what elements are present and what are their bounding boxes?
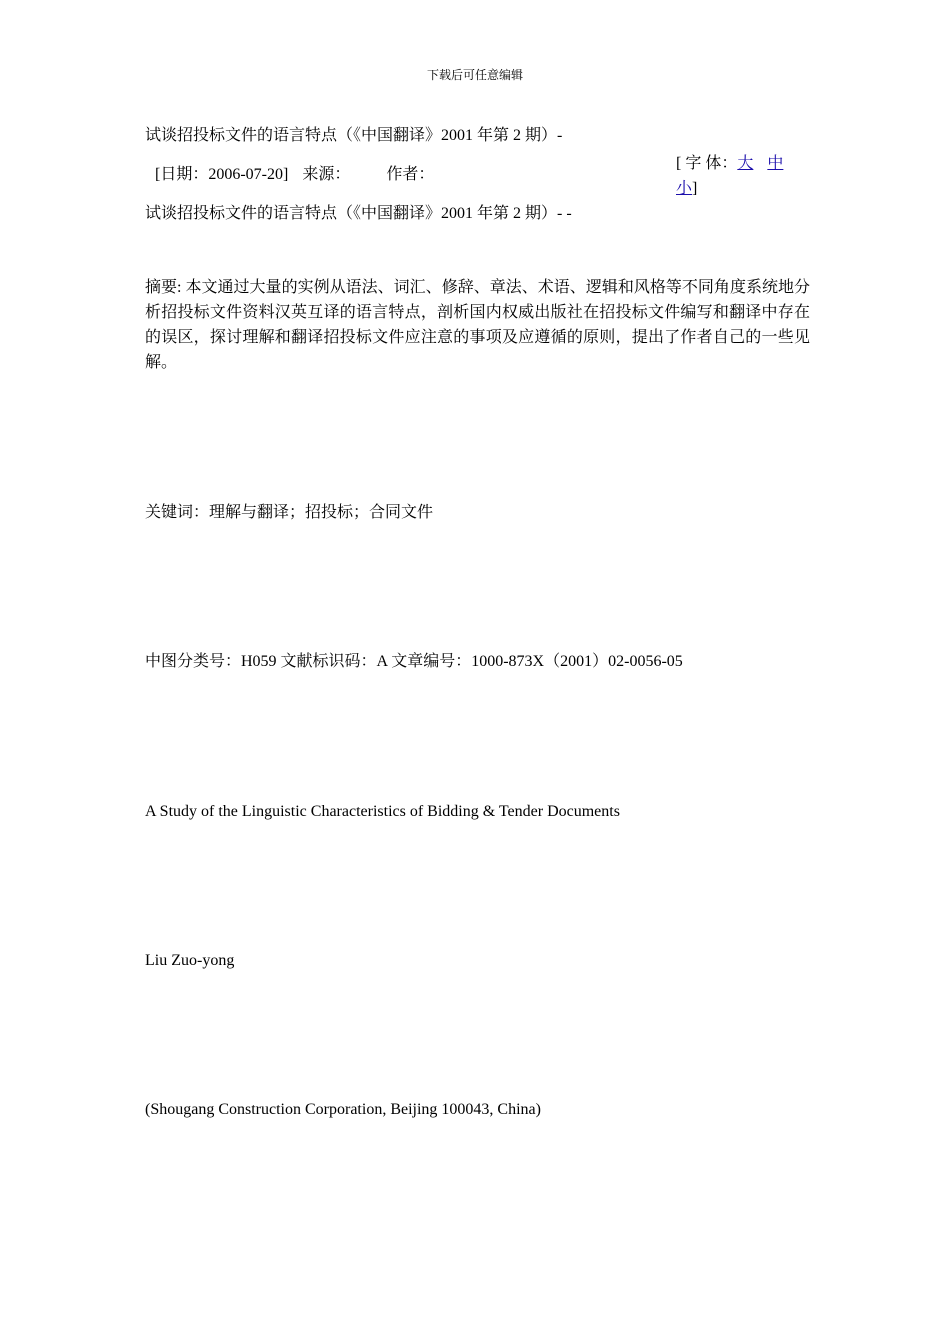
source-label: 来源： xyxy=(302,166,351,183)
keywords: 关键词：理解与翻译；招投标；合同文件 xyxy=(145,504,434,521)
font-size-medium-link[interactable]: 中 xyxy=(767,155,784,172)
english-title: A Study of the Linguistic Characteristics of Bidding & Tender Documents xyxy=(145,803,620,820)
abstract-paragraph: 摘要: 本文通过大量的实例从语法、词汇、修辞、章法、术语、逻辑和风格等不同角度系统地分析招投标文件资料汉英互译的语言特点，剖析国内权威出版社在招投标文件编写和翻译中存在的误区，探讨理解和翻译招投标文件应注意的事项及应遵循的原则，提出了作者自己的一些见解。 xyxy=(145,279,810,371)
date-label: [日期：2006-07-20] xyxy=(155,166,289,183)
font-size-control xyxy=(676,151,806,201)
font-size-prefix: [ 字 体： xyxy=(676,155,738,172)
english-author: Liu Zuo-yong xyxy=(145,952,235,969)
font-size-small-link[interactable]: 小 xyxy=(676,180,693,197)
article-meta xyxy=(155,163,434,187)
article-title: 试谈招投标文件的语言特点（《中国翻译》2001 年第 2 期）- xyxy=(145,127,563,144)
font-size-suffix: ] xyxy=(692,180,698,197)
page-header-note: 下载后可任意编辑 xyxy=(426,68,523,82)
article-title-repeat: 试谈招投标文件的语言特点（《中国翻译》2001 年第 2 期）- - xyxy=(145,205,572,222)
english-affiliation: (Shougang Construction Corporation, Beijing 100043, China) xyxy=(145,1101,541,1118)
classification-info: 中图分类号：H059 文献标识码：A 文章编号：1000-873X（2001）02-0056-05 xyxy=(145,653,683,670)
author-label: 作者： xyxy=(386,166,435,183)
font-size-large-link[interactable]: 大 xyxy=(737,155,754,172)
